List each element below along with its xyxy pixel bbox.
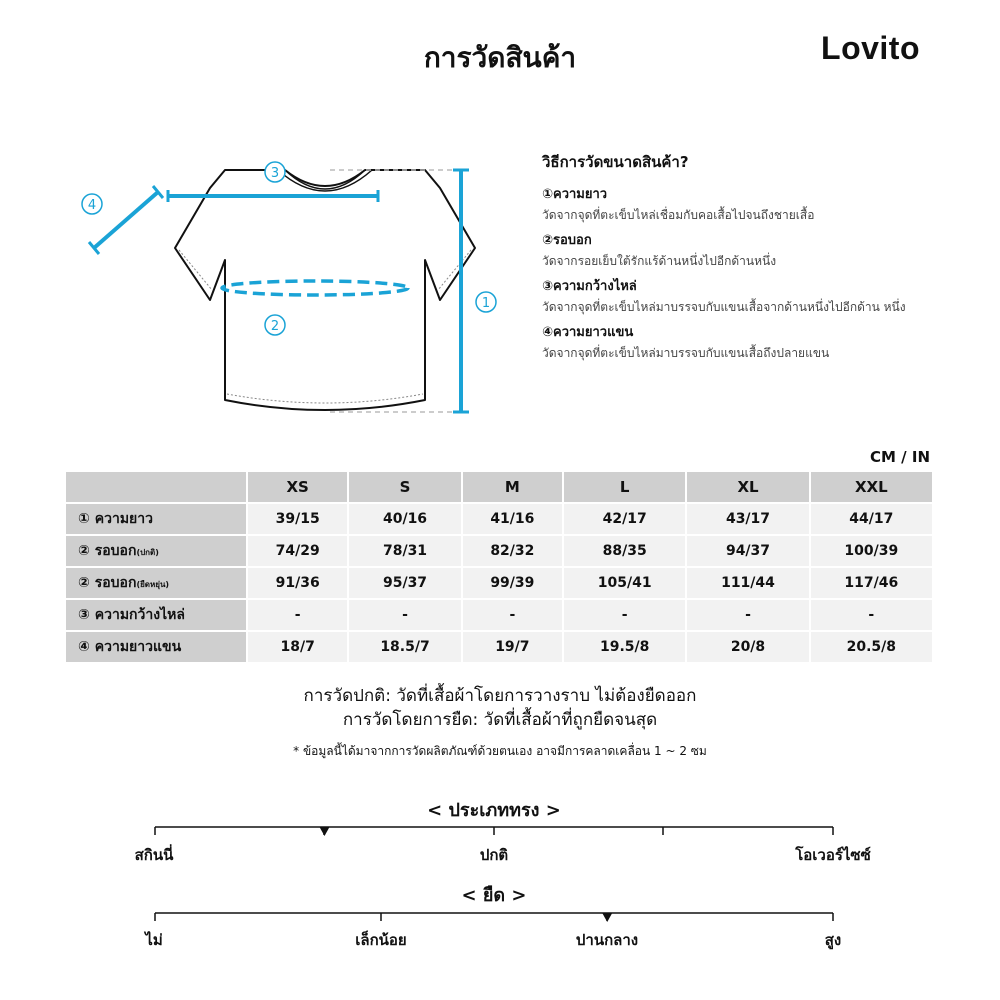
- table-cell: 42/17: [564, 504, 685, 534]
- table-cell: 19/7: [463, 632, 562, 662]
- svg-text:2: 2: [270, 319, 280, 334]
- size-column-header: L: [564, 472, 685, 502]
- row-label: [66, 632, 246, 662]
- size-chart-table: [64, 470, 934, 664]
- table-cell: 18/7: [248, 632, 347, 662]
- table-row: [66, 632, 932, 662]
- howto-item-title: ②รอบอก: [542, 233, 592, 248]
- table-cell: 99/39: [463, 568, 562, 598]
- table-cell: 44/17: [811, 504, 932, 534]
- table-cell: -: [687, 600, 808, 630]
- svg-text:4: 4: [87, 198, 97, 213]
- table-cell: 19.5/8: [564, 632, 685, 662]
- howto-item-desc: วัดจากจุดที่ตะเข็บไหล่มาบรรจบกับแขนเสื้อถึงปลายแขน: [542, 346, 830, 360]
- size-column-header: XL: [687, 472, 808, 502]
- stretch-scale-title: < ยืด >: [461, 885, 527, 906]
- row-label-text: ② รอบอก: [78, 543, 137, 559]
- row-label-text: ④ ความยาวแขน: [78, 639, 182, 655]
- fit-scale-marker: [320, 827, 330, 836]
- tshirt-diagram: [60, 150, 520, 430]
- stretch-label: ไม่: [145, 931, 163, 949]
- table-cell: 43/17: [687, 504, 808, 534]
- table-row: [66, 504, 932, 534]
- table-cell: 91/36: [248, 568, 347, 598]
- table-cell: 100/39: [811, 536, 932, 566]
- table-header-row: [66, 472, 932, 502]
- table-cell: -: [349, 600, 460, 630]
- table-row: [66, 568, 932, 598]
- table-corner-cell: [66, 472, 246, 502]
- svg-text:3: 3: [270, 166, 280, 181]
- howto-item-desc: วัดจากรอยเย็บใต้รักแร้ด้านหนึ่งไปอีกด้านหนึ่ง: [542, 254, 777, 268]
- table-cell: -: [564, 600, 685, 630]
- row-label: [66, 536, 246, 566]
- stretch-scale-line: [154, 909, 834, 929]
- howto-item-title: ④ความยาวแขน: [542, 325, 634, 340]
- fit-label: ปกติ: [479, 846, 509, 864]
- table-cell: 111/44: [687, 568, 808, 598]
- stretch-scale-marker: [602, 913, 612, 922]
- table-cell: 82/32: [463, 536, 562, 566]
- table-cell: 20.5/8: [811, 632, 932, 662]
- row-label-sub: (ปกติ): [136, 548, 159, 557]
- brand-logo: Lovito: [821, 30, 920, 66]
- unit-label: CM / IN: [870, 448, 930, 466]
- table-cell: -: [248, 600, 347, 630]
- note-disclaimer: * ข้อมูลนี้ได้มาจากการวัดผลิตภัณฑ์ด้วยตนเอง อาจมีการคลาดเคลื่อน 1 ~ 2 ซม: [293, 744, 707, 758]
- table-cell: 18.5/7: [349, 632, 460, 662]
- stretch-label: สูง: [824, 931, 842, 949]
- table-row: [66, 536, 932, 566]
- tshirt-illustration: [60, 150, 520, 430]
- howto-item-desc: วัดจากจุดที่ตะเข็บไหล่มาบรรจบกับแขนเสื้อจากด้านหนึ่งไปอีกด้าน หนึ่ง: [542, 300, 906, 314]
- how-to-heading: วิธีการวัดขนาดสินค้า?: [542, 153, 689, 171]
- page-title: การวัดสินค้า: [423, 41, 577, 74]
- stretch-label: ปานกลาง: [575, 931, 639, 949]
- size-column-header: XXL: [811, 472, 932, 502]
- howto-item-desc: วัดจากจุดที่ตะเข็บไหล่เชื่อมกับคอเสื้อไปจนถึงชายเสื้อ: [542, 208, 815, 222]
- size-column-header: M: [463, 472, 562, 502]
- size-column-header: XS: [248, 472, 347, 502]
- row-label: [66, 504, 246, 534]
- fit-label: สกินนี่: [134, 846, 174, 864]
- table-cell: 88/35: [564, 536, 685, 566]
- table-cell: 94/37: [687, 536, 808, 566]
- table-cell: -: [463, 600, 562, 630]
- fit-scale-line: [154, 823, 834, 843]
- size-column-header: S: [349, 472, 460, 502]
- table-cell: 95/37: [349, 568, 460, 598]
- note-stretch-measure: การวัดโดยการยืด: วัดที่เสื้อผ้าที่ถูกยืดจนสุด: [342, 710, 658, 730]
- fit-type-scale: [134, 795, 871, 870]
- row-label-text: ② รอบอก: [78, 575, 137, 591]
- svg-text:1: 1: [481, 296, 491, 311]
- row-label-text: ① ความยาว: [78, 511, 153, 527]
- table-cell: -: [811, 600, 932, 630]
- measurement-notes: [0, 684, 1000, 761]
- note-normal-measure: การวัดปกติ: วัดที่เสื้อผ้าโดยการวางราบ ไม่ต้องยืดออก: [303, 686, 697, 706]
- howto-item-title: ①ความยาว: [542, 187, 608, 202]
- table-cell: 39/15: [248, 504, 347, 534]
- fit-label: โอเวอร์ไซซ์: [795, 846, 871, 864]
- table-cell: 40/16: [349, 504, 460, 534]
- fit-scale-title: < ประเภททรง >: [427, 800, 561, 821]
- row-label-text: ③ ความกว้างไหล่: [78, 607, 185, 623]
- table-cell: 105/41: [564, 568, 685, 598]
- table-cell: 74/29: [248, 536, 347, 566]
- stretch-label: เล็กน้อย: [355, 931, 407, 949]
- table-cell: 78/31: [349, 536, 460, 566]
- howto-item-title: ③ความกว้างไหล่: [542, 279, 637, 294]
- stretch-scale: [145, 880, 842, 955]
- row-label: [66, 568, 246, 598]
- table-cell: 117/46: [811, 568, 932, 598]
- how-to-measure-panel: [542, 150, 922, 365]
- table-cell: 41/16: [463, 504, 562, 534]
- table-row: [66, 600, 932, 630]
- row-label: [66, 600, 246, 630]
- row-label-sub: (ยืดหยุ่น): [136, 580, 170, 589]
- table-cell: 20/8: [687, 632, 808, 662]
